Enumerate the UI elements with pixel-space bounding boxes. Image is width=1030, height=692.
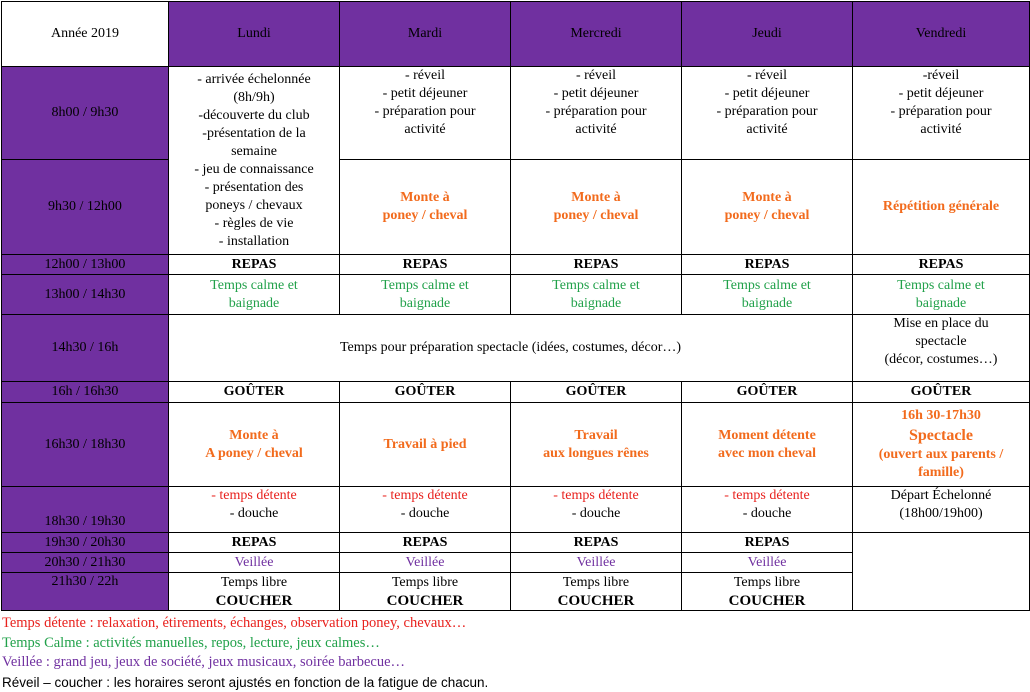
activity-cell: Monte à A poney / cheval (169, 403, 340, 487)
time-cell: 16h30 / 18h30 (2, 403, 169, 487)
activity-cell: Travail à pied (340, 403, 511, 487)
gouter-cell: GOÛTER (169, 382, 340, 403)
text-line: -présentation de la (171, 125, 337, 143)
repas-cell: REPAS (853, 255, 1030, 275)
time-cell: 21h30 / 22h (2, 573, 169, 611)
monte-cell: Monte à poney / cheval (340, 160, 511, 255)
reveil-cell: - réveil - petit déjeuner - préparation pour activité (340, 67, 511, 160)
repas-cell: REPAS (511, 533, 682, 553)
day-header: Lundi (169, 2, 340, 67)
lundi-accueil-cell (169, 67, 340, 255)
empty-cell (853, 533, 1030, 611)
veillee-cell: Veillée (682, 553, 853, 573)
row-8h00 (2, 67, 1030, 160)
coucher-cell: Temps libre COUCHER (511, 573, 682, 611)
reveil-cell: - réveil - petit déjeuner - préparation pour activité (682, 67, 853, 160)
time-cell: 16h / 16h30 (2, 382, 169, 403)
repas-cell: REPAS (682, 533, 853, 553)
repas-cell: REPAS (511, 255, 682, 275)
temps-calme-cell: Temps calme et baignade (853, 275, 1030, 315)
text-line: - présentation des (171, 179, 337, 197)
row-12h00 (2, 255, 1030, 275)
gouter-cell: GOÛTER (511, 382, 682, 403)
time-cell: 20h30 / 21h30 (2, 553, 169, 573)
monte-cell: Monte à poney / cheval (511, 160, 682, 255)
temps-calme-cell: Temps calme et baignade (511, 275, 682, 315)
header-row (2, 2, 1030, 67)
time-cell: 13h00 / 14h30 (2, 275, 169, 315)
text-line: poneys / chevaux (171, 197, 337, 215)
gouter-cell: GOÛTER (340, 382, 511, 403)
year-cell: Année 2019 (2, 2, 169, 67)
row-18h30 (2, 487, 1030, 533)
row-13h00 (2, 275, 1030, 315)
coucher-cell: Temps libre COUCHER (340, 573, 511, 611)
repetition-cell: Répétition générale (853, 160, 1030, 255)
row-16h (2, 382, 1030, 403)
legend (2, 614, 488, 692)
veillee-cell: Veillée (169, 553, 340, 573)
row-19h30 (2, 533, 1030, 553)
row-16h30 (2, 403, 1030, 487)
repas-cell: REPAS (682, 255, 853, 275)
temps-calme-cell: Temps calme et baignade (340, 275, 511, 315)
text-line: - installation (171, 233, 337, 251)
coucher-cell: Temps libre COUCHER (682, 573, 853, 611)
activity-cell: Moment détente avec mon cheval (682, 403, 853, 487)
time-cell: 14h30 / 16h (2, 315, 169, 382)
row-14h30 (2, 315, 1030, 382)
text-line: - arrivée échelonnée (171, 71, 337, 89)
text-line: - jeu de connaissance (171, 161, 337, 179)
depart-cell: Départ Échelonné (18h00/19h00) (853, 487, 1030, 533)
repas-cell: REPAS (340, 255, 511, 275)
row-9h30 (2, 160, 1030, 255)
coucher-cell: Temps libre COUCHER (169, 573, 340, 611)
day-header: Mardi (340, 2, 511, 67)
temps-calme-cell: Temps calme et baignade (169, 275, 340, 315)
time-cell: 9h30 / 12h00 (2, 160, 169, 255)
time-cell: 8h00 / 9h30 (2, 67, 169, 160)
detente-cell: - temps détente - douche (511, 487, 682, 533)
weekly-schedule-table (1, 1, 1030, 611)
legend-reveil-note: Réveil – coucher : les horaires seront ajustés en fonction de la fatigue de chacun. (2, 673, 488, 692)
time-cell: 19h30 / 20h30 (2, 533, 169, 553)
veillee-cell: Veillée (511, 553, 682, 573)
repas-cell: REPAS (169, 533, 340, 553)
text-line: - règles de vie (171, 215, 337, 233)
text-line: -découverte du club (171, 107, 337, 125)
gouter-cell: GOÛTER (682, 382, 853, 403)
day-header: Vendredi (853, 2, 1030, 67)
monte-cell: Monte à poney / cheval (682, 160, 853, 255)
time-cell: 12h00 / 13h00 (2, 255, 169, 275)
reveil-cell: - réveil - petit déjeuner - préparation pour activité (511, 67, 682, 160)
detente-cell: - temps détente - douche (340, 487, 511, 533)
temps-calme-cell: Temps calme et baignade (682, 275, 853, 315)
legend-veillee: Veillée : grand jeu, jeux de société, jeux musicaux, soirée barbecue… (2, 653, 488, 673)
day-header: Jeudi (682, 2, 853, 67)
veillee-cell: Veillée (340, 553, 511, 573)
repas-cell: REPAS (169, 255, 340, 275)
detente-cell: - temps détente - douche (169, 487, 340, 533)
activity-cell: Travail aux longues rênes (511, 403, 682, 487)
preparation-spectacle-cell: Temps pour préparation spectacle (idées, costumes, décor…) (169, 315, 853, 382)
mise-en-place-cell: Mise en place du spectacle (décor, costumes…) (853, 315, 1030, 382)
legend-calme: Temps Calme : activités manuelles, repos, lecture, jeux calmes… (2, 634, 488, 654)
day-header: Mercredi (511, 2, 682, 67)
legend-detente: Temps détente : relaxation, étirements, échanges, observation poney, chevaux… (2, 614, 488, 634)
text-line: (8h/9h) (171, 89, 337, 107)
detente-cell: - temps détente - douche (682, 487, 853, 533)
reveil-cell: -réveil - petit déjeuner - préparation pour activité (853, 67, 1030, 160)
gouter-cell: GOÛTER (853, 382, 1030, 403)
text-line: semaine (171, 143, 337, 161)
time-cell: 18h30 / 19h30 (2, 487, 169, 533)
repas-cell: REPAS (340, 533, 511, 553)
spectacle-cell: 16h 30-17h30 Spectacle (ouvert aux parents / famille) (853, 403, 1030, 487)
